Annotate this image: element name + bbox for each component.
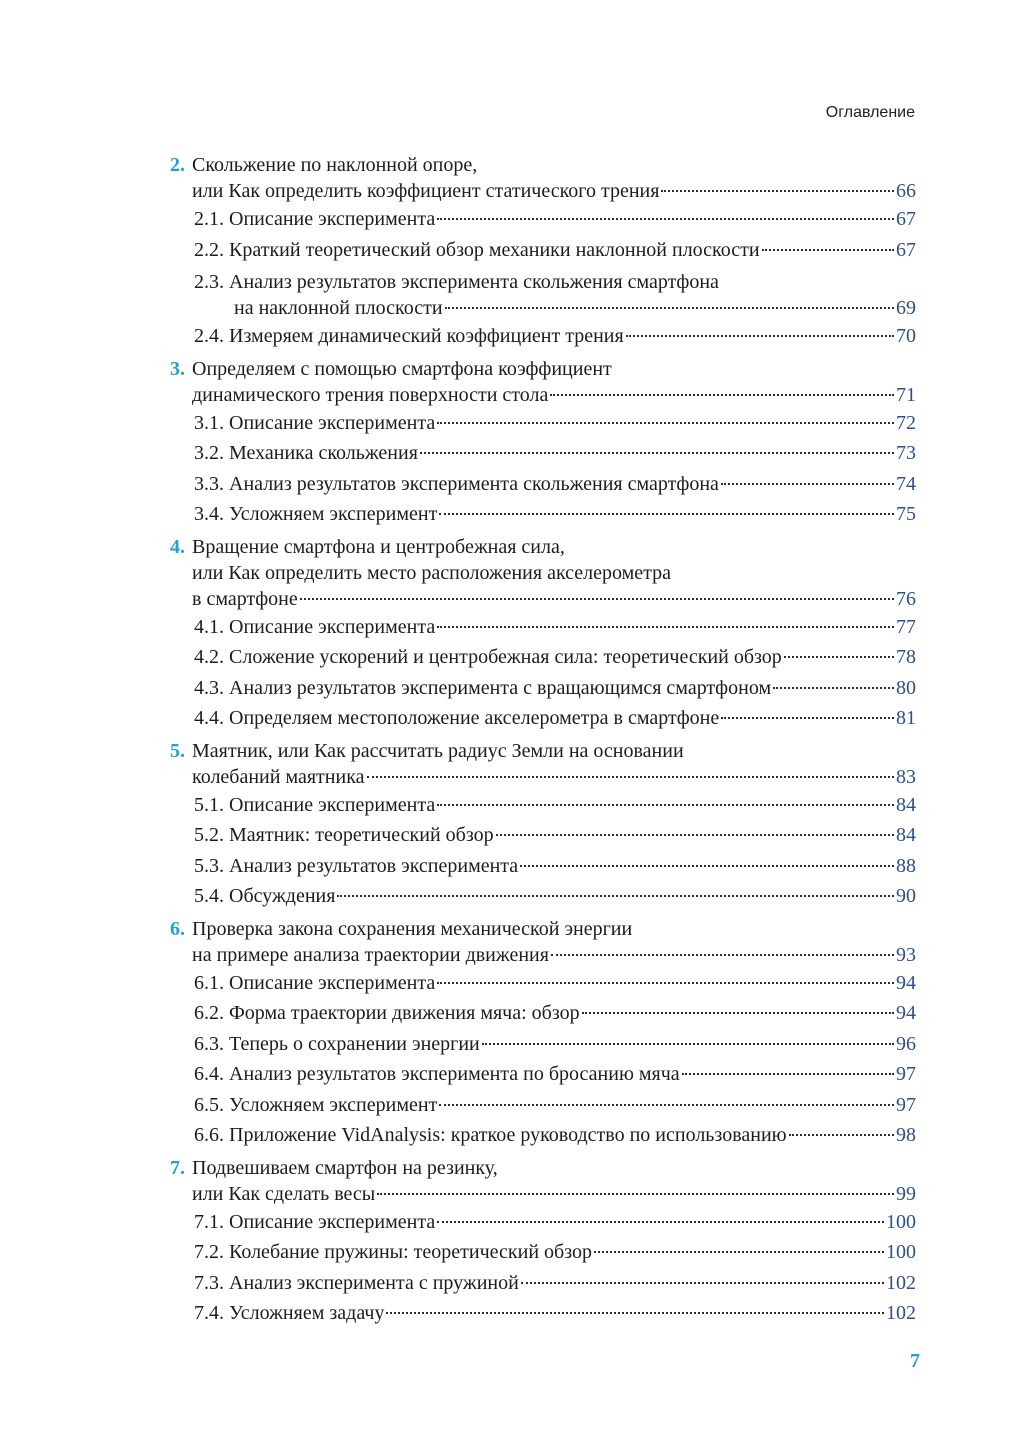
page-number: 99: [896, 1182, 916, 1205]
section-title: 6.2. Форма траектории движения мяча: обзор: [194, 1002, 580, 1024]
page-number: 84: [896, 793, 916, 816]
dot-leader: [496, 834, 894, 836]
section-title: 5.2. Маятник: теоретический обзор: [194, 824, 494, 846]
section-title: 5.3. Анализ результатов эксперимента: [194, 854, 519, 877]
chapter-2-heading: [170, 152, 916, 178]
dot-leader: [521, 1282, 884, 1284]
page-number: 88: [896, 854, 916, 877]
toc-entry[interactable]: [170, 295, 916, 321]
toc-entry[interactable]: [170, 642, 916, 673]
page-number: 84: [896, 824, 916, 846]
toc-entry[interactable]: [170, 235, 916, 266]
section-title: 4.3. Анализ результатов эксперимента с вращающимся смартфоном: [194, 676, 772, 699]
toc-entry[interactable]: [170, 1181, 916, 1207]
chapter-title: Определяем с помощью смартфона коэффициент: [192, 357, 612, 380]
section-title: 6.1. Описание эксперимента: [194, 971, 436, 994]
chapter-title: динамического трения поверхности стола: [192, 383, 549, 406]
page-number: 77: [896, 615, 916, 638]
page-number: 83: [896, 765, 916, 788]
dot-leader: [337, 895, 894, 897]
section-title: 6.3. Теперь о сохранении энергии: [194, 1032, 480, 1055]
chapter-5-heading: [170, 738, 916, 764]
dot-leader: [386, 1312, 884, 1314]
chapter-title: колебаний маятника: [192, 765, 365, 788]
chapter-title: Маятник, или Как рассчитать радиус Земли на основании: [192, 739, 684, 762]
toc-entry[interactable]: [170, 204, 916, 235]
dot-leader: [445, 307, 894, 309]
section-title: 6.5. Усложняем эксперимент: [194, 1093, 438, 1116]
page-number: 97: [896, 1063, 916, 1085]
page-number: 74: [896, 472, 916, 495]
page-number: 102: [886, 1302, 916, 1324]
section-title: 2.2. Краткий теоретический обзор механики наклонной плоскости: [194, 238, 760, 261]
section-title: 2.4. Измеряем динамический коэффициент трения: [194, 325, 624, 347]
toc-entry[interactable]: [170, 1207, 916, 1238]
page-number: 78: [896, 646, 916, 668]
section-title: 7.2. Колебание пружины: теоретический обзор: [194, 1241, 592, 1263]
section-title: 5.1. Описание эксперимента: [194, 793, 436, 816]
toc-entry[interactable]: [170, 408, 916, 439]
toc-entry[interactable]: [170, 499, 916, 530]
section-title: 3.4. Усложняем эксперимент: [194, 503, 438, 525]
chapter-title: на примере анализа траектории движения: [192, 943, 549, 966]
page-number: 80: [896, 676, 916, 699]
toc-entry[interactable]: [170, 1029, 916, 1060]
toc-entry[interactable]: [170, 790, 916, 821]
toc-entry[interactable]: [170, 851, 916, 882]
section-title: 7.1. Описание эксперимента: [194, 1210, 436, 1233]
dot-leader: [377, 1193, 894, 1195]
toc-entry[interactable]: [170, 881, 916, 912]
toc-entry[interactable]: [170, 1120, 916, 1151]
chapter-title: Скольжение по наклонной опоре,: [192, 154, 478, 176]
chapter-number: 7.: [170, 1156, 185, 1179]
section-title: 4.2. Сложение ускорений и центробежная сила: теоретический обзор: [194, 646, 782, 668]
dot-leader: [721, 717, 894, 719]
dot-leader: [367, 776, 895, 778]
dot-leader: [582, 1012, 894, 1014]
dot-leader: [784, 656, 894, 658]
dot-leader: [437, 218, 894, 220]
toc-entry[interactable]: [170, 438, 916, 469]
page-number: 67: [896, 238, 916, 261]
page-number: 75: [896, 503, 916, 525]
running-head: Оглавление: [825, 104, 915, 121]
chapter-number: 5.: [170, 739, 185, 762]
page-number: 98: [896, 1124, 916, 1146]
page-number: 66: [896, 180, 916, 202]
dot-leader: [300, 598, 894, 600]
section-title: 3.2. Механика скольжения: [194, 442, 418, 464]
page-number: 90: [896, 885, 916, 907]
page-number: 97: [896, 1093, 916, 1116]
chapter-number: 4.: [170, 535, 185, 558]
toc-entry[interactable]: [170, 1059, 916, 1090]
toc-entry[interactable]: [170, 321, 916, 352]
section-title: 4.1. Описание эксперимента: [194, 615, 436, 638]
toc-entry[interactable]: [170, 1298, 916, 1329]
section-title: на наклонной плоскости: [234, 297, 443, 319]
toc-entry[interactable]: [170, 586, 916, 612]
table-of-contents: [170, 152, 916, 1329]
page-number: 81: [896, 707, 916, 729]
page-number: 94: [896, 1002, 916, 1024]
dot-leader: [789, 1134, 894, 1136]
chapter-title: Проверка закона сохранения механической энергии: [192, 917, 633, 940]
section-title: 6.4. Анализ результатов эксперимента по бросанию мяча: [194, 1063, 680, 1085]
dot-leader: [550, 394, 894, 396]
chapter-title: в смартфоне: [192, 587, 298, 610]
chapter-title: Вращение смартфона и центробежная сила,: [192, 535, 565, 558]
section-title: 7.4. Усложняем задачу: [194, 1302, 385, 1324]
dot-leader: [437, 422, 894, 424]
toc-entry[interactable]: [170, 673, 916, 704]
page-number: 73: [896, 442, 916, 464]
toc-entry[interactable]: [170, 703, 916, 734]
section-title: 6.6. Приложение VidAnalysis: краткое руководство по использованию: [194, 1124, 787, 1146]
page-number: 69: [896, 297, 916, 319]
toc-entry[interactable]: [170, 820, 916, 851]
page-number: 102: [886, 1271, 916, 1294]
toc-entry[interactable]: [170, 764, 916, 790]
toc-entry[interactable]: [170, 1237, 916, 1268]
chapter-number: 2.: [170, 154, 185, 176]
section-title: 5.4. Обсуждения: [194, 885, 336, 907]
toc-entry[interactable]: [170, 998, 916, 1029]
section-title: 7.3. Анализ эксперимента с пружиной: [194, 1271, 519, 1294]
dot-leader: [420, 452, 894, 454]
dot-leader: [439, 513, 894, 515]
toc-entry[interactable]: [170, 942, 916, 968]
chapter-3-heading: [170, 356, 916, 382]
page-number: 96: [896, 1032, 916, 1055]
dot-leader: [520, 865, 894, 867]
toc-entry[interactable]: [170, 178, 916, 204]
dot-leader: [437, 626, 894, 628]
page-number: 70: [896, 325, 916, 347]
page-number: 100: [886, 1241, 916, 1263]
dot-leader: [551, 954, 894, 956]
toc-entry[interactable]: [170, 382, 916, 408]
page-number: 67: [896, 208, 916, 230]
page-number: 71: [896, 383, 916, 406]
dot-leader: [721, 483, 894, 485]
chapter-title-line: [170, 560, 916, 586]
dot-leader: [594, 1251, 884, 1253]
toc-entry[interactable]: [170, 612, 916, 643]
dot-leader: [437, 1221, 884, 1223]
dot-leader: [437, 804, 894, 806]
chapter-7-heading: [170, 1155, 916, 1181]
dot-leader: [773, 687, 894, 689]
dot-leader: [437, 982, 894, 984]
section-title: 2.3. Анализ результатов эксперимента скольжения смартфона: [194, 271, 719, 293]
chapter-title: или Как сделать весы: [192, 1182, 376, 1205]
page-number: 100: [886, 1210, 916, 1233]
toc-entry[interactable]: [170, 1090, 916, 1121]
chapter-number: 3.: [170, 357, 185, 380]
page-number: 76: [896, 587, 916, 610]
section-title: 2.1. Описание эксперимента: [194, 208, 436, 230]
section-title: 3.3. Анализ результатов эксперимента скольжения смартфона: [194, 472, 719, 495]
toc-entry[interactable]: [170, 968, 916, 999]
chapter-title: или Как определить место расположения акселерометра: [192, 561, 672, 584]
chapter-6-heading: [170, 916, 916, 942]
dot-leader: [439, 1104, 894, 1106]
dot-leader: [626, 335, 894, 337]
dot-leader: [661, 190, 894, 192]
chapter-title: или Как определить коэффициент статического трения: [192, 180, 660, 202]
chapter-number: 6.: [170, 917, 185, 940]
page-number: 94: [896, 971, 916, 994]
dot-leader: [762, 249, 894, 251]
section-title: 4.4. Определяем местоположение акселерометра в смартфоне: [194, 707, 720, 729]
dot-leader: [682, 1073, 894, 1075]
section-title: 3.1. Описание эксперимента: [194, 411, 436, 434]
chapter-4-heading: [170, 534, 916, 560]
dot-leader: [482, 1043, 894, 1045]
page-folio: 7: [910, 1350, 920, 1372]
toc-entry[interactable]: [170, 1268, 916, 1299]
toc-entry[interactable]: [170, 469, 916, 500]
chapter-title: Подвешиваем смартфон на резинку,: [192, 1156, 498, 1179]
page-number: 93: [896, 943, 916, 966]
page-number: 72: [896, 411, 916, 434]
